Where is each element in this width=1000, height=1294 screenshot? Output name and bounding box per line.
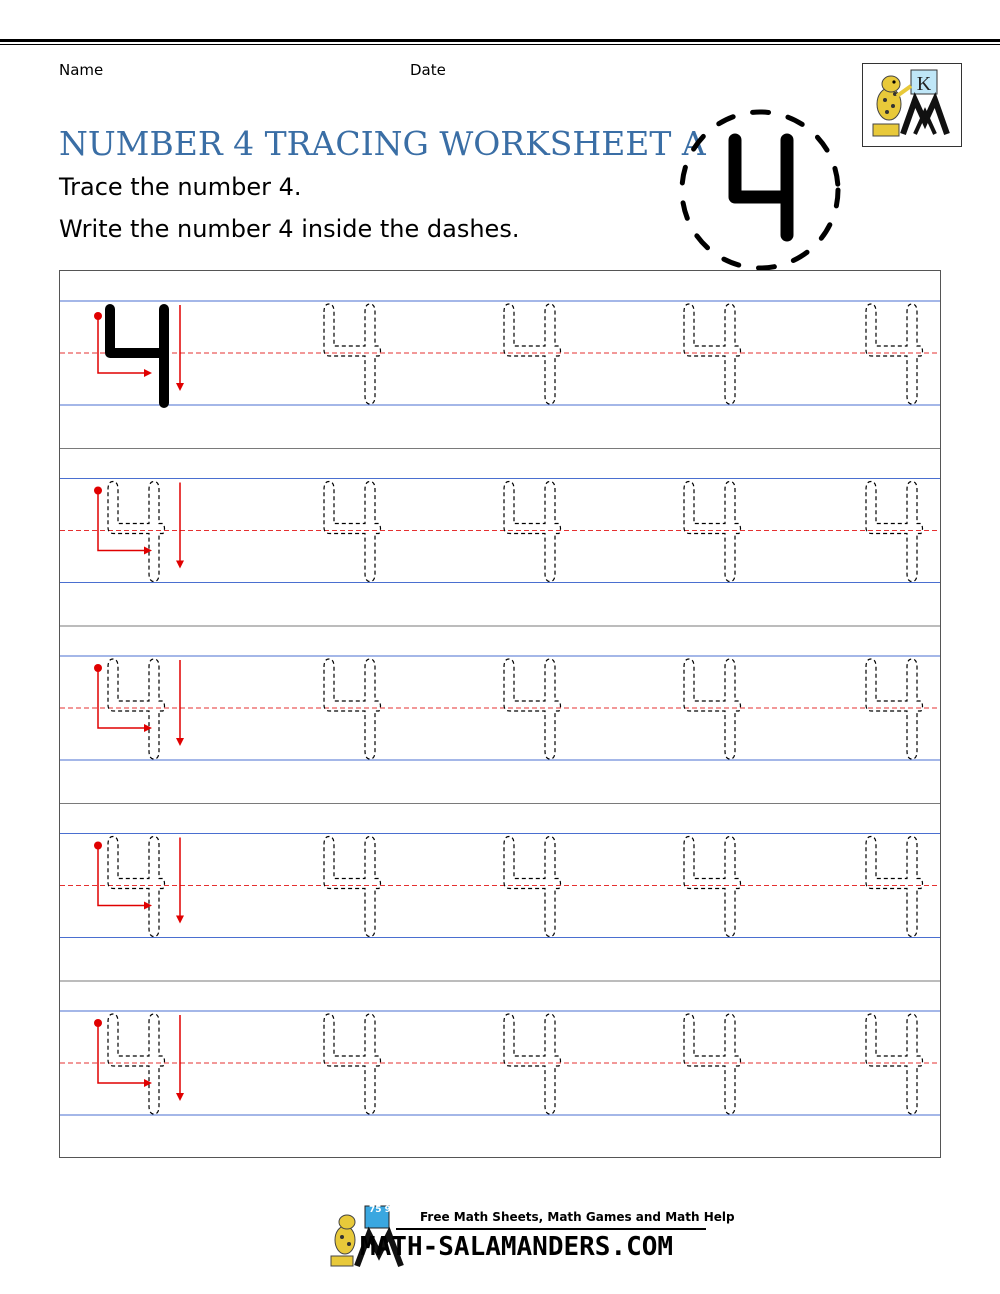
dashed-digit — [684, 1014, 741, 1114]
page-title: NUMBER 4 TRACING WORKSHEET A — [59, 124, 706, 163]
dashed-digit — [324, 1014, 381, 1114]
salamander-logo-icon — [863, 64, 961, 146]
arrow-head-down-icon — [176, 916, 184, 924]
dashed-digit — [504, 659, 561, 759]
dashed-digit — [684, 482, 741, 582]
arrow-path-icon — [98, 315, 144, 373]
arrow-head-down-icon — [176, 1093, 184, 1101]
date-label: Date — [410, 61, 446, 79]
tracing-grid — [59, 270, 941, 1158]
arrow-head-down-icon — [176, 383, 184, 391]
arrow-head-right-icon — [144, 1079, 152, 1087]
dashed-digit — [504, 304, 561, 404]
logo — [862, 63, 962, 147]
arrow-head-right-icon — [144, 547, 152, 555]
dashed-digit — [504, 1014, 561, 1114]
arrow-path-icon — [98, 848, 144, 906]
arrow-path-icon — [98, 493, 144, 551]
dashed-circle-digit-icon — [665, 105, 855, 275]
dashed-digit — [866, 837, 923, 937]
dashed-digit — [324, 304, 381, 404]
dashed-digit — [866, 482, 923, 582]
logo-letter: K — [916, 73, 932, 95]
dashed-digit — [324, 659, 381, 759]
dashed-digit — [684, 659, 741, 759]
instruction-trace: Trace the number 4. — [59, 173, 302, 201]
arrow-path-icon — [98, 1025, 144, 1083]
arrow-path-icon — [98, 670, 144, 728]
arrow-head-right-icon — [144, 724, 152, 732]
solid-digit — [110, 309, 164, 403]
dashed-digit — [324, 482, 381, 582]
top-rule-thin — [0, 44, 1000, 45]
dashed-digit — [866, 659, 923, 759]
arrow-head-down-icon — [176, 738, 184, 746]
dashed-digit — [866, 1014, 923, 1114]
hero-digit — [665, 105, 855, 279]
footer-badge: 75 93 — [369, 1205, 398, 1215]
top-rule — [0, 39, 1000, 42]
arrow-head-down-icon — [176, 561, 184, 569]
dashed-digit — [504, 482, 561, 582]
arrow-head-right-icon — [144, 902, 152, 910]
dashed-digit — [684, 837, 741, 937]
footer-rule — [396, 1228, 706, 1230]
instruction-write: Write the number 4 inside the dashes. — [59, 215, 520, 243]
dashed-digit — [108, 482, 165, 582]
dashed-digit — [108, 837, 165, 937]
dashed-digit — [108, 1014, 165, 1114]
dashed-digit — [108, 659, 165, 759]
dashed-digit — [504, 837, 561, 937]
footer-brand: MATH-SALAMANDERS.COM — [360, 1232, 674, 1262]
footer-tagline: Free Math Sheets, Math Games and Math Help — [420, 1210, 735, 1224]
tracing-lines — [60, 271, 940, 1157]
name-label: Name — [59, 61, 104, 79]
arrow-head-right-icon — [144, 369, 152, 377]
dashed-digit — [684, 304, 741, 404]
dashed-digit — [866, 304, 923, 404]
dashed-digit — [324, 837, 381, 937]
